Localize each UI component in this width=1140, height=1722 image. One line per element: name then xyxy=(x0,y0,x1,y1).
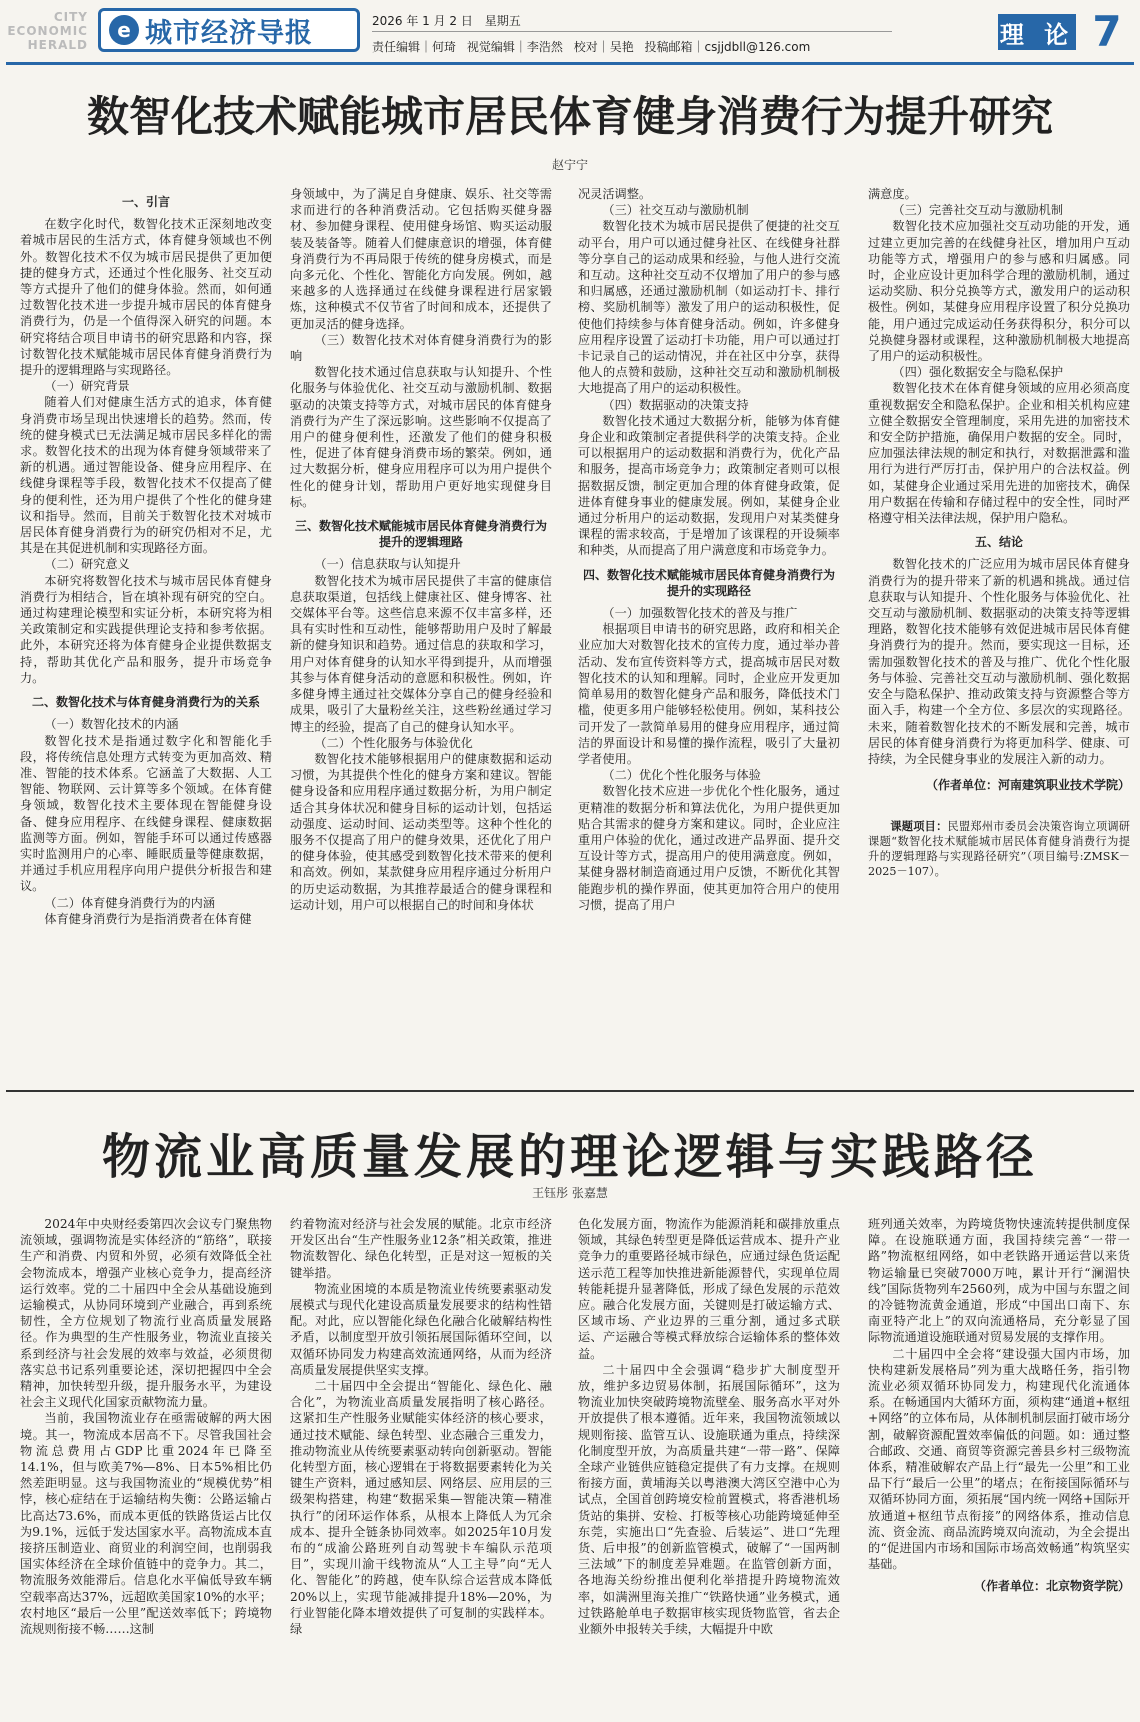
paragraph: 数智化技术能够根据用户的健康数据和运动习惯，为其提供个性化的健身方案和建议。智能健身设备和应用程序通过数据分析，为用户制定适合其身体状况和健身目标的运动计划，包括运动强度、运动时间、运动类型等。这种个性化的服务不仅提高了用户的健身效果，还优化了用户的健身体验，使其感受到数智化技术带来的便利和高效。例如，某款健身应用程序通过分析用户的历史运动数据，为其推荐最适合的健身课程和运动计划，用户可以根据自己的时间和身体状 xyxy=(290,751,552,912)
paragraph: 数智化技术的广泛应用为城市居民体育健身消费行为的提升带来了新的机遇和挑战。通过信息获取与认知提升、个性化服务与体验优化、社交互动与激励机制、数据驱动的决策支持等逻辑理路，数智化技术能够有效促进城市居民体育健身消费行为的提升。然而，要实现这一目标，还需加强数智化技术的普及与推广、优化个性化服务与体验、完善社交互动与激励机制、强化数据安全与隐私保护、推动政策支持与资源整合等方面入手，构建一个全方位、多层次的实现路径。未来，随着数智化技术的不断发展和完善，城市居民的体育健身消费行为将更加科学、健康、可持续，为全民健身事业的发展注入新的动力。 xyxy=(868,557,1130,766)
article-1-column-1 xyxy=(20,186,272,1054)
issue-date-line xyxy=(372,12,529,29)
paragraph: 数智化技术在体育健身领域的应用必须高度重视数据安全和隐私保护。企业和相关机构应建立健全数据安全管理制度，采用先进的加密技术和安全防护措施，确保用户数据的安全。同时，应加强法律法规的制定和执行，对数据泄露和滥用行为进行严厉打击，保护用户的合法权益。例如，某健身企业通过采用先进的加密技术，确保用户数据在传输和存储过程中的安全性，同时严格遵守相关法律法规，保护用户隐私。 xyxy=(868,381,1130,526)
subsection-heading: （四）数据驱动的决策支持 xyxy=(602,397,749,412)
article-1-column-4 xyxy=(868,186,1130,1054)
article-1-headline: 数智化技术赋能城市居民体育健身消费行为提升研究 xyxy=(86,92,1053,141)
project-text: 民盟郑州市委员会决策咨询立项调研课题“数智化技术赋能城市居民体育健身消费行为提升的逻辑理路与实现路径研究”（项目编号:ZMSK－2025－107）。 xyxy=(868,820,1130,879)
paragraph: 数智化技术应加强社交互动功能的开发，通过建立更加完善的在线健身社区，增加用户互动功能等方式，增强用户的参与感和归属感。同时，企业应设计更加科学合理的激励机制，通过运动奖励、积分兑换等方式，激发用户的运动积极性。例如，某健身应用程序设置了积分兑换功能，用户通过完成运动任务获得积分，积分可以兑换健身器材或课程，这种激励机制极大地提高了用户的运动积极性。 xyxy=(868,219,1130,364)
paragraph: 二十届四中全会强调“稳步扩大制度型开放，维护多边贸易体制，拓展国际循环”，这为物流业加快突破跨境物流壁垒、服务高水平对外开放提供了根本遵循。近年来，我国物流领域以规则衔接、监管互认、设施联通为重点，持续深化制度型开放，为高质量共建“一带一路”、保障全球产业链供应链稳定提供了有力支撑。在规则衔接方面，黄埔海关以粤港澳大湾区空港中心为试点，全国首创跨境安检前置模式，将香港机场货站的集拼、安检、打板等核心功能跨境延伸至东莞，实施出口“先查验、后装运”、进口“先理货、后申报”的创新监管模式，破解了“一国两制三法域”下的制度差异难题。在监管创新方面，各地海关纷纷推出便利化举措提升跨境物流效率，如满洲里海关推广“铁路快通”业务模式，通过铁路舱单电子数据审核实现货物监管，省去企业额外申报转关手续，大幅提升中欧 xyxy=(578,1362,840,1637)
subsection-heading: （一）加强数智化技术的普及与推广 xyxy=(602,606,798,621)
subsection-heading: （二）研究意义 xyxy=(44,557,130,572)
paragraph-continued: 班列通关效率，为跨境货物快速流转提供制度保障。在设施联通方面，我国持续完善“一带一路”物流枢纽网络，如中老铁路开通运营以来货物运输量已突破7000万吨，累计开行“澜湄快线”国际货物列车2560列，成为中国与东盟之间的冷链物流黄金通道，形成“中国出口南下、东南亚特产北上”的双向流通格局，充分彰显了国际物流通道设施联通对贸易发展的支撑作用。 xyxy=(868,1217,1130,1345)
section-heading: 五、结论 xyxy=(974,535,1023,550)
article-1-byline: 赵宁宁 xyxy=(551,158,588,172)
paragraph: 本研究将数智化技术与城市居民体育健身消费行为相结合，旨在填补现有研究的空白。通过构建理论模型和实证分析，本研究将为相关政策制定和实践提供理论支持和参考依据。此外，本研究还将为体育健身企业提供数据支持，帮助其优化产品和服务，提升市场竞争力。 xyxy=(20,573,272,685)
subsection-heading: （四）强化数据安全与隐私保护 xyxy=(892,365,1064,380)
project-label: 课题项目： xyxy=(890,820,948,834)
brand-e-icon: e xyxy=(109,15,139,45)
section-heading: 三、数智化技术赋能城市居民体育健身消费行为提升的逻辑理路 xyxy=(294,519,547,550)
issue-weekday: 星期五 xyxy=(484,14,521,28)
paragraph: 二十届四中全会提出“智能化、绿色化、融合化”，为物流业高质量发展指明了核心路径。这紧扣生产性服务业赋能实体经济的核心要求，通过技术赋能、绿色转型、业态融合三重发力，推动物流业从传统要素驱动转向创新驱动。智能化转型方面，核心逻辑在于将数据要素转化为关键生产资料，通过感知层、网络层、应用层的三级架构搭建，构建“数据采集—智能决策—精准执行”的闭环运作体系，从根本上降低人为冗余成本、提升全链条协同效率。如2025年10月发布的“成渝公路班列自动驾驶卡车编队示范项目”，实现川渝干线物流从“人工主导”向“无人化、智能化”的跨越，使车队综合运营成本降低20%以上，实现节能减排提升18%—20%，为行业智能化降本增效提供了可复制的实践样本。绿 xyxy=(290,1379,552,1637)
paragraph-continued: 满意度。 xyxy=(868,187,917,201)
subsection-heading: （二）个性化服务与体验优化 xyxy=(314,735,473,750)
paragraph: 数智化技术应进一步优化个性化服务，通过更精准的数据分析和算法优化，为用户提供更加贴合其需求的健身方案和建议。同时，企业应注重用户体验的优化，通过改进产品界面、提升交互设计等方式，提高用户的使用满意度。例如，某健身器材制造商通过用户反馈，不断优化其智能跑步机的操作界面，使其更加符合用户的使用习惯，提高了用户 xyxy=(578,784,840,912)
responsible-editor: 责任编辑｜何琦 xyxy=(372,40,457,54)
paragraph: 在数字化时代，数智化技术正深刻地改变着城市居民的生活方式，体育健身领域也不例外。数智化技术不仅为城市居民提供了更加便捷的健身方式，还通过个性化服务、社交互动等方式提升了他们的健身体验。然而，如何通过数智化技术进一步提升城市居民的体育健身消费行为，仍是一个值得深入研究的问题。本研究将结合项目申请书的研究思路和内容，探讨数智化技术赋能城市居民体育健身消费行为提升的逻辑理路与实现路径。 xyxy=(20,217,272,378)
brand-chinese-name: 城市经济导报 xyxy=(145,17,313,49)
editorial-credits xyxy=(372,38,817,55)
subsection-heading: （二）体育健身消费行为的内涵 xyxy=(44,895,216,910)
paragraph: 数智化技术通过大数据分析，能够为体育健身企业和政策制定者提供科学的决策支持。企业可以根据用户的运动数据和消费行为，优化产品和服务，提高市场竞争力；政策制定者则可以根据数据反馈，制定更加合理的体育健身政策，促进体育健身事业的健康发展。例如，某健身企业通过分析用户的运动数据，发现用户对某类健身课程的需求较高，于是增加了该课程的开设频率和种类，从而提高了用户满意度和市场竞争力。 xyxy=(578,413,840,558)
article-2-column-2 xyxy=(290,1216,552,1716)
author-affiliation: （作者单位：北京物资学院） xyxy=(973,1579,1130,1594)
masthead xyxy=(0,0,1140,62)
paragraph: 随着人们对健康生活方式的追求，体育健身消费市场呈现出快速增长的趋势。然而，传统的健身模式已无法满足城市居民多样化的需求。数智化技术的出现为体育健身领域带来了新的机遇。通过智能设备、健身应用程序、在线健身课程等手段，数智化技术不仅提高了健身的便利性，还为用户提供了个性化的健身建议和指导。然而，目前关于数智化技术对城市居民体育健身消费行为的研究仍相对不足，尤其是在其促进机制和实现路径方面。 xyxy=(20,395,272,556)
paragraph: 根据项目申请书的研究思路，政府和相关企业应加大对数智化技术的宣传力度，通过举办普活动、发布宣传资料等方式，提高城市居民对数智化技术的认知和理解。同时，企业应开发更加简单易用的数智化健身产品和服务，降低技术门槛，使更多用户能够轻松使用。例如，某科技公司开发了一款简单易用的健身应用程序，通过简洁的界面设计和易懂的操作流程，吸引了大量初学者使用。 xyxy=(578,622,840,766)
visual-editor: 视觉编辑｜李浩然 xyxy=(466,40,563,54)
paragraph: 二十届四中全会将“建设强大国内市场，加快构建新发展格局”列为重大战略任务，指引物流业必须双循环协同发力，构建现代化流通体系。在畅通国内大循环方面，须构建“通道+枢纽+网络”的立体布局，从体制机制层面打破市场分割，破解资源配置效率偏低的问题。如：通过整合邮政、交通、商贸等资源完善县乡村三级物流体系，精准破解农产品上行“最先一公里”和工业品下行“最后一公里”的堵点；在衔接国际循环与双循环协同方面，须拓展“国内统一网络+国际开放通道+枢纽节点衔接”的网络体系，推动信息流、资金流、商品流跨境双向流动，为全会提出的“促进国内市场和国际市场高效畅通”构筑坚实基础。 xyxy=(868,1346,1130,1572)
project-note xyxy=(868,819,1130,879)
brand-english-name: CITY ECONOMIC HERALD xyxy=(7,10,88,52)
author-affiliation: （作者单位：河南建筑职业技术学院） xyxy=(925,778,1130,793)
page-number: 7 xyxy=(1092,6,1122,56)
paragraph: 体育健身消费行为是指消费者在体育健 xyxy=(44,911,252,926)
paragraph: 当前，我国物流业存在亟需破解的两大困境。其一，物流成本居高不下。尽管我国社会物流总费用占GDP比重2024年已降至14.1%，但与欧美7%—8%、日本5%相比仍然差距明显。这与我国物流业的“规模优势”相悖，核心症结在于运输结构失衡：公路运输占比高达73.6%，而成本更低的铁路货运占比仅为9.1%，远低于发达国家水平。高物流成本直接挤压制造业、商贸业的利润空间，也削弱我国实体经济在全球价值链中的竞争力。其二，物流服务效能滞后。信息化水平偏低导致车辆空载率高达37%，远超欧美国家10%的水平；农村地区“最后一公里”配送效率低下；跨境物流规则衔接不畅……这制 xyxy=(20,1411,272,1637)
subsection-heading: （一）研究背景 xyxy=(44,379,130,394)
paragraph-continued: 况灵活调整。 xyxy=(578,187,652,201)
article-2-column-4 xyxy=(868,1216,1130,1716)
article-2-headline: 物流业高质量发展的理论逻辑与实践路径 xyxy=(101,1129,1038,1185)
submission-email: 投稿邮箱｜csjjdbll@126.com xyxy=(644,40,811,54)
masthead-rule xyxy=(6,62,1134,65)
subsection-heading: （二）优化个性化服务与体验 xyxy=(602,768,761,783)
paragraph: 物流业困境的本质是物流业传统要素驱动发展模式与现代化建设高质量发展要求的结构性错配。对此，应以智能化绿色化融合化破解结构性矛盾，以制度型开放引领拓展国际循环空间，以双循环协同发力构建高效流通网络，从而为经济高质量发展提供坚实支撑。 xyxy=(290,1281,552,1377)
proofreader: 校对｜吴艳 xyxy=(573,40,634,54)
section-heading: 一、引言 xyxy=(121,195,170,209)
section-tag: 理 论 xyxy=(998,14,1076,50)
section-heading: 二、数智化技术与体育健身消费行为的关系 xyxy=(31,695,260,710)
article-1-column-3 xyxy=(578,186,840,1054)
article-2-byline: 王钰彤 张嘉慧 xyxy=(532,1186,608,1200)
paragraph: 数智化技术是指通过数字化和智能化手段，将传统信息处理方式转变为更加高效、精准、智能的技术体系。它涵盖了大数据、人工智能、物联网、云计算等多个领域。在体育健身领域，数智化技术主要体现在智能健身设备、健身应用程序、在线健身课程、健康数据监测等方面。例如，智能手环可以通过传感器实时监测用户的心率、睡眠质量等健康数据，并通过手机应用程序向用户提供分析报告和建议。 xyxy=(20,733,272,894)
paragraph: 2024年中央财经委第四次会议专门聚焦物流领域，强调物流是实体经济的“筋络”，联接生产和消费、内贸和外贸，必须有效降低全社会物流成本，增强产业核心竞争力，提高经济运行效率。党的二十届四中全会从基础设施到运输模式，从协同环境到产业融合，再到系统韧性，全方位规划了物流行业高质量发展路径。作为典型的生产性服务业，物流业直接关系到经济与社会发展的效率与效益，必须贯彻落实总书记系列重要论述，深切把握四中全会精神，加快转型升级，提升服务水平，为建设社会主义现代化国家贡献物流力量。 xyxy=(20,1217,272,1410)
article-1-column-2 xyxy=(290,186,552,1054)
subsection-heading: （一）信息获取与认知提升 xyxy=(314,557,461,572)
subsection-heading: （一）数智化技术的内涵 xyxy=(44,717,179,732)
section-heading: 四、数智化技术赋能城市居民体育健身消费行为提升的实现路径 xyxy=(582,567,835,598)
issue-date: 2026 年 1 月 2 日 xyxy=(372,14,473,28)
info-divider xyxy=(372,31,892,32)
paragraph: 数智化技术通过信息获取与认知提升、个性化服务与体验优化、社交互动与激励机制、数据驱动的决策支持等方式，对城市居民的体育健身消费行为产生了深远影响。这些影响不仅提高了用户的健身便利性，还激发了他们的健身积极性，促进了体育健身消费市场的繁荣。例如，通过大数据分析，健身应用程序可以为用户提供个性化的健身计划，帮助用户更好地实现健身目标。 xyxy=(290,365,552,509)
subsection-heading: （三）数智化技术对体育健身消费行为的影响 xyxy=(290,332,552,364)
article-2-column-1 xyxy=(20,1216,272,1716)
article-2-column-3 xyxy=(578,1216,840,1716)
newspaper-logo xyxy=(98,8,360,52)
paragraph-continued: 色化发展方面，物流作为能源消耗和碳排放重点领域，其绿色转型更是降低运营成本、提升产业竞争力的重要路径城市绿色，应通过绿色货运配送示范工程等加快推进新能源替代，实现单位周转能耗提升显著降低，形成了绿色发展的示范效应。融合化发展方面，关键则是打破运输方式、区域市场、产业边界的三重分割，通过多式联运、产运融合等模式释放综合运输体系的整体效益。 xyxy=(578,1217,840,1361)
paragraph-continued: 约着物流对经济与社会发展的赋能。北京市经济开发区出台“生产性服务业12条”相关政策，推进物流数智化、绿色化转型，正是对这一短板的关键举措。 xyxy=(290,1217,552,1280)
paragraph: 数智化技术为城市居民提供了丰富的健康信息获取渠道，包括线上健康社区、健身博客、社交媒体平台等。这些信息来源不仅丰富多样，还具有实时性和互动性，能够帮助用户及时了解最新的健身知识和趋势。通过信息的获取和学习，用户对体育健身的认知水平得到提升，从而增强其参与体育健身活动的意愿和积极性。例如，许多健身博主通过社交媒体分享自己的健身经验和成果，吸引了大量粉丝关注，这些粉丝通过学习博主的经验，提高了自己的健身认知水平。 xyxy=(290,573,552,734)
article-divider xyxy=(6,1090,1134,1092)
subsection-heading: （三）社交互动与激励机制 xyxy=(602,203,749,218)
paragraph: 数智化技术为城市居民提供了便捷的社交互动平台，用户可以通过健身社区、在线健身社群等分享自己的运动成果和经验，与他人进行交流和互动。这种社交互动不仅增加了用户的参与感和归属感，还通过激励机制（如运动打卡、排行榜、奖励机制等）激发了用户的运动积极性，促使他们持续参与体育健身活动。例如，许多健身应用程序设置了运动打卡功能，用户可以通过打卡记录自己的运动情况，并在社区中分享，获得他人的点赞和鼓励，这种社交互动和激励机制极大地提高了用户的运动积极性。 xyxy=(578,219,840,396)
subsection-heading: （三）完善社交互动与激励机制 xyxy=(892,203,1064,218)
paragraph-continued: 身领域中，为了满足自身健康、娱乐、社交等需求而进行的各种消费活动。它包括购买健身器材、参加健身课程、使用健身场馆、购买运动服装及装备等。随着人们健康意识的增强，体育健身消费行为不再局限于传统的健身房模式，而是向多元化、个性化、智能化方向发展。例如，越来越多的人选择通过在线健身课程进行居家锻炼，这种模式不仅节省了时间和成本，还提供了更加灵活的健身选择。 xyxy=(290,187,552,331)
